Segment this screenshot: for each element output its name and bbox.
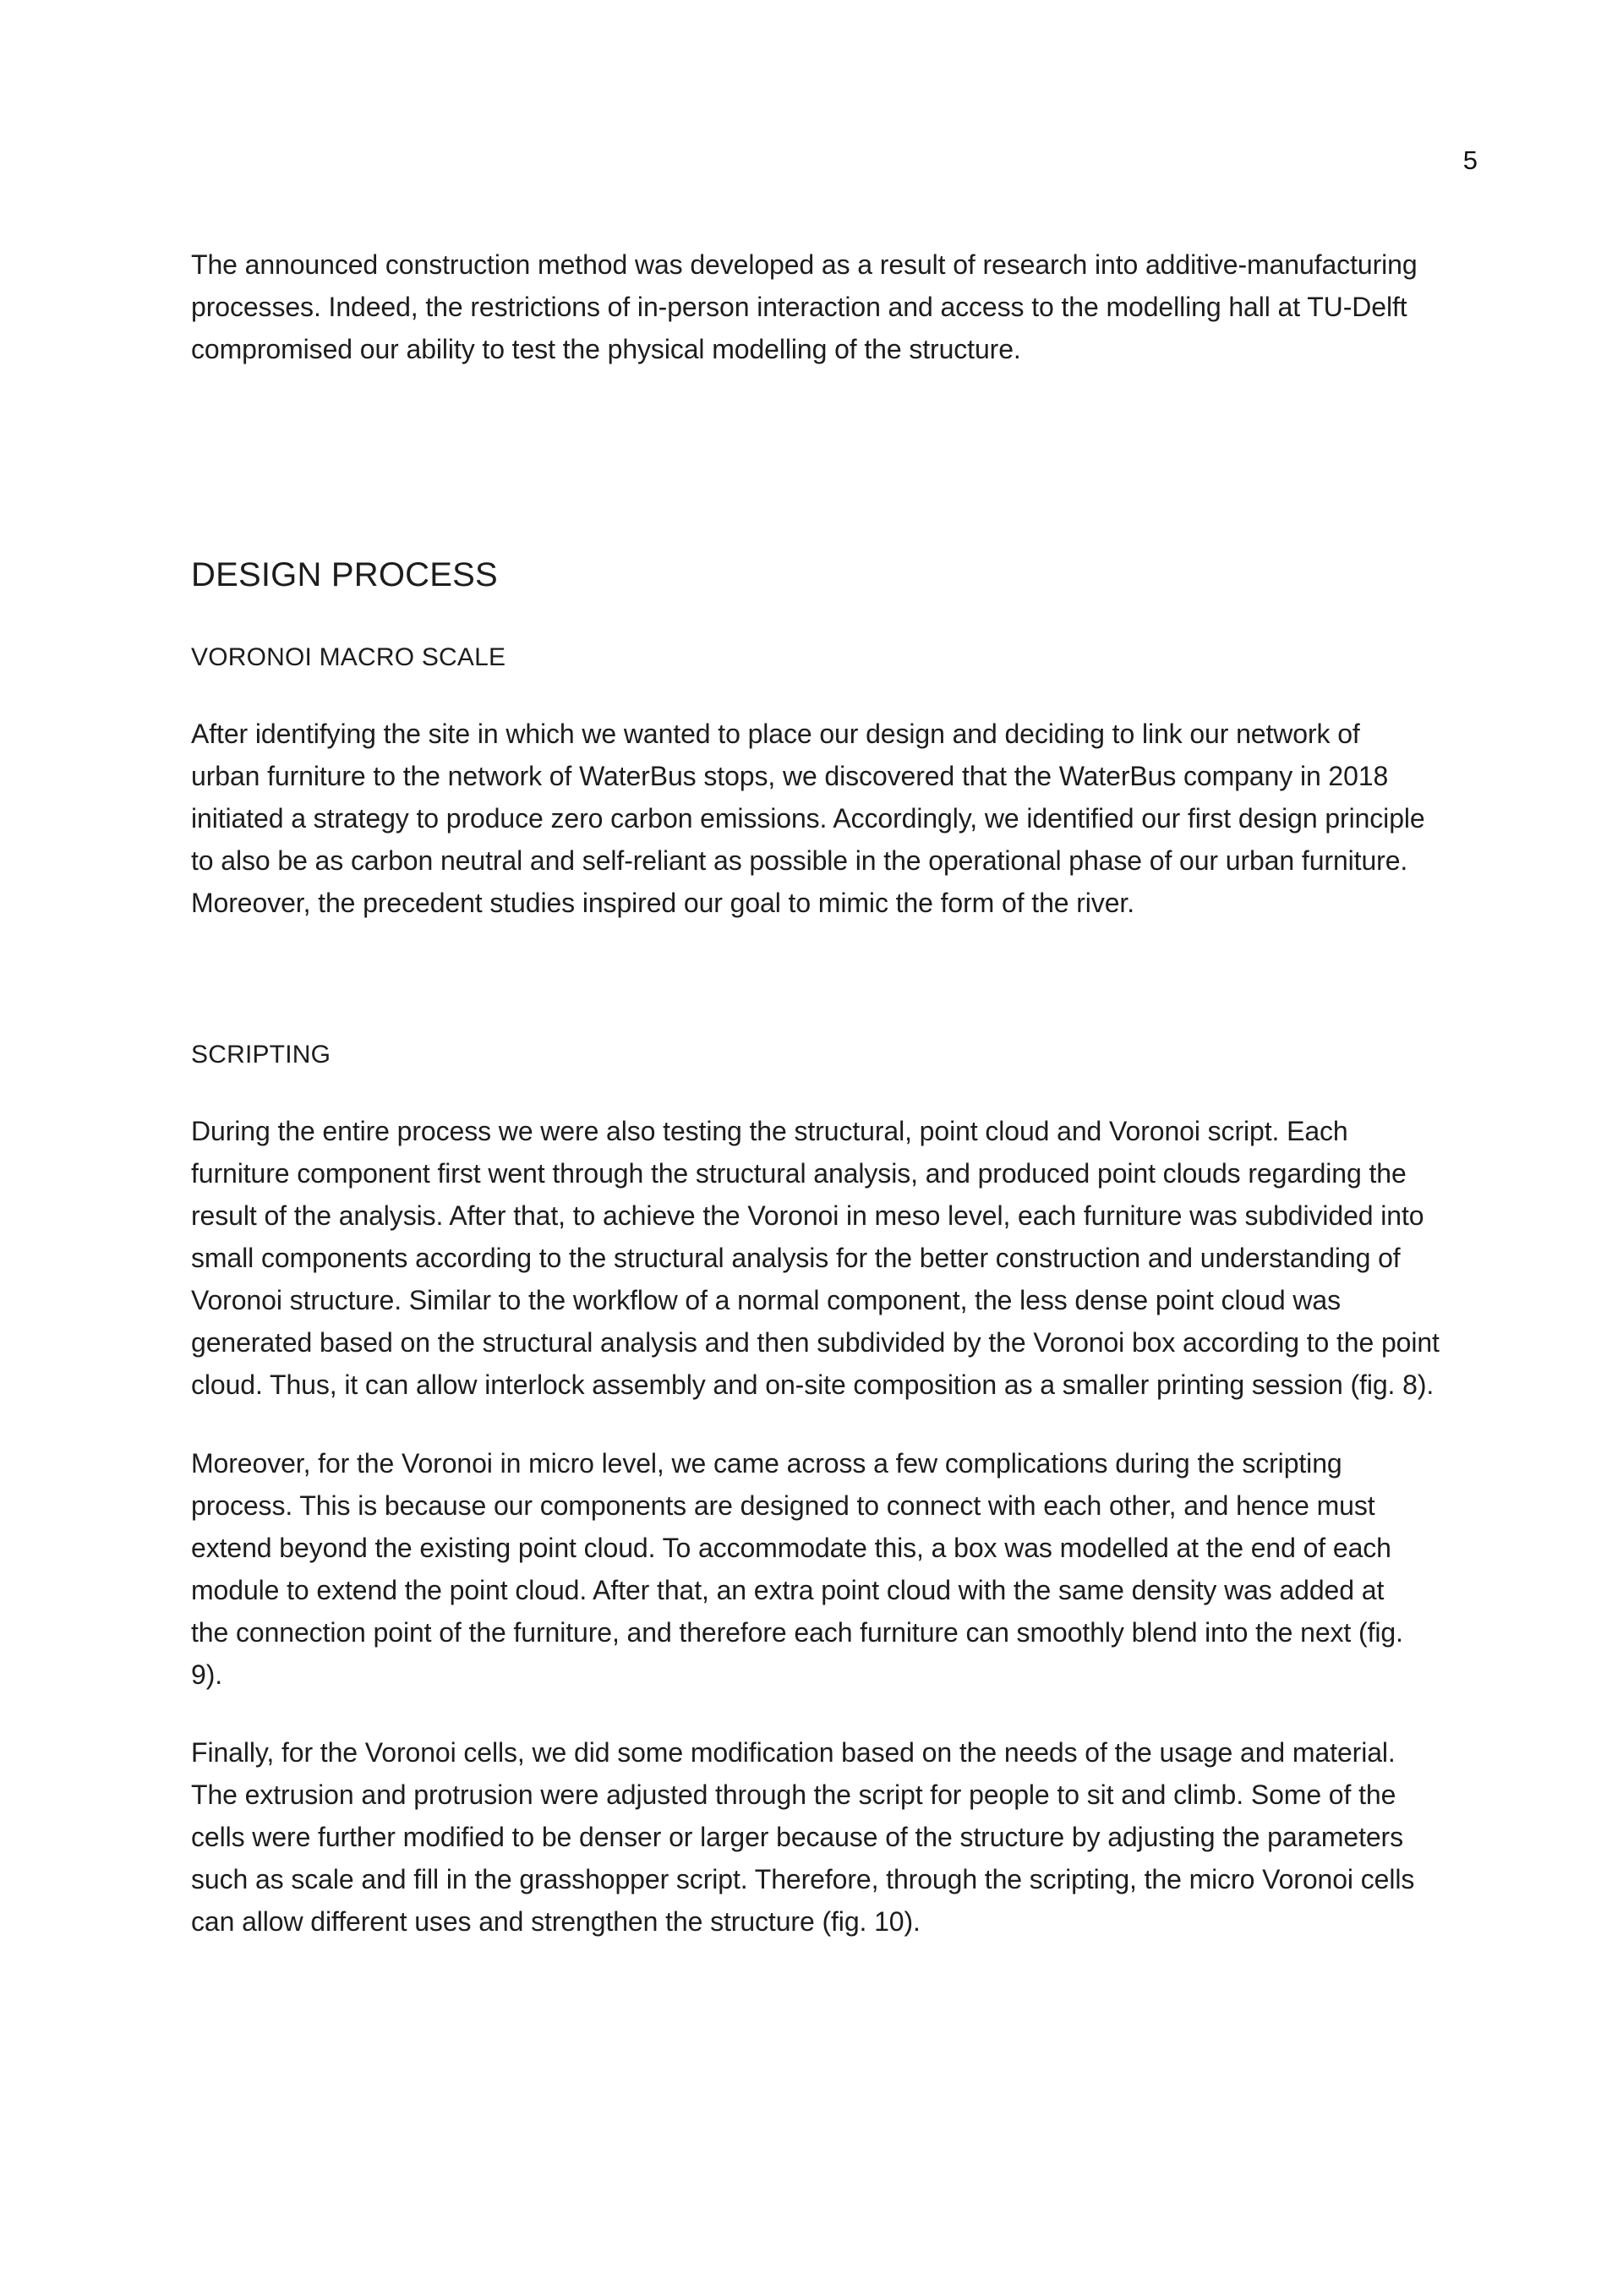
section-heading-design-process: DESIGN PROCESS	[191, 556, 498, 593]
subsection-heading-voronoi-macro-scale: VORONOI MACRO SCALE	[191, 643, 506, 671]
scripting-paragraph-2: Moreover, for the Voronoi in micro level, we came across a few complications during the scripting process. This is because our components are designed to connect with each other, and hence must extend beyond the existing point cloud. To accommodate this, a box was modelled at the end of each module to extend the point cloud. After that, an extra point cloud with the same density was added at the connection point of the furniture, and therefore each furniture can smoothly blend into the next (fig. 9).	[191, 1448, 1403, 1690]
voronoi-macro-paragraph: After identifying the site in which we wanted to place our design and deciding to link our network of urban furniture to the network of WaterBus stops, we discovered that the WaterBus company in 2018 initiated a strategy to produce zero carbon emissions. Accordingly, we identified our first design principle to also be as carbon neutral and self-reliant as possible in the operational phase of our urban furniture. Moreover, the precedent studies inspired our goal to mimic the form of the river.	[191, 719, 1425, 918]
subsection-heading-scripting: SCRIPTING	[191, 1041, 331, 1069]
intro-paragraph: The announced construction method was developed as a result of research into additive-manufacturing processes. Indeed, the restrictions of in-person interaction and access to the modelling hall at TU-Delft compromised our ability to test the physical modelling of the structure.	[191, 249, 1418, 364]
scripting-paragraph-3: Finally, for the Voronoi cells, we did some modification based on the needs of the usage and material. The extrusion and protrusion were adjusted through the script for people to sit and climb. Some of the cells were further modified to be denser or larger because of the structure by adjusting the parameters such as scale and fill in the grasshopper script. Therefore, through the scripting, the micro Voronoi cells can allow different uses and strengthen the structure (fig. 10).	[191, 1737, 1415, 1937]
page-number: 5	[1462, 145, 1478, 175]
scripting-paragraph-1: During the entire process we were also testing the structural, point cloud and Voronoi script. Each furniture component first went through the structural analysis, and produced point clouds regarding the result of the analysis. After that, to achieve the Voronoi in meso level, each furniture was subdivided into small components according to the structural analysis for the better construction and understanding of Voronoi structure. Similar to the workflow of a normal component, the less dense point cloud was generated based on the structural analysis and then subdivided by the Voronoi box according to the point cloud. Thus, it can allow interlock assembly and on-site composition as a smaller printing session (fig. 8).	[191, 1116, 1440, 1400]
